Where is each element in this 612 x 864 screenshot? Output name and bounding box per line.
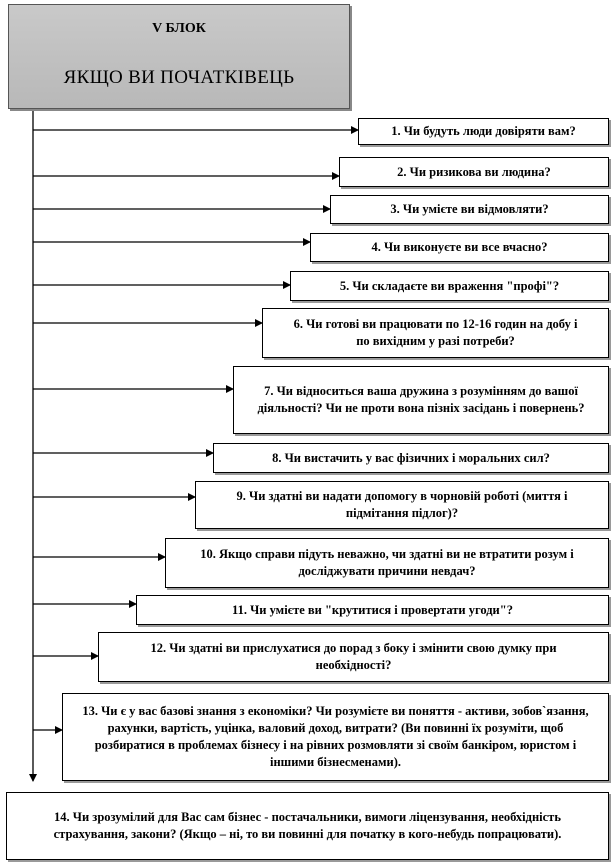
- block-label: V БЛОК: [152, 21, 206, 36]
- question-box-12: 12. Чи здатні ви прислухатися до порад з боку і змінити свою думку при необхідності?: [98, 632, 609, 682]
- question-box-7: 7. Чи відноситься ваша дружина з розумінням до вашої діяльності? Чи не проти вона пізніх засідань і повернень?: [233, 366, 609, 434]
- question-box-3: 3. Чи умієте ви відмовляти?: [330, 195, 609, 224]
- question-box-5: 5. Чи складаєте ви враження "профі"?: [290, 271, 609, 301]
- block-header: [8, 4, 350, 109]
- question-box-6: 6. Чи готові ви працювати по 12-16 годин на добу і по вихідним у разі потреби?: [262, 308, 609, 358]
- question-box-2: 2. Чи ризикова ви людина?: [339, 157, 609, 187]
- question-box-10: 10. Якщо справи підуть неважно, чи здатні ви не втратити розум і досліджувати причини невдач?: [165, 538, 609, 588]
- question-box-8: 8. Чи вистачить у вас фізичних і моральних сил?: [213, 443, 609, 473]
- question-box-9: 9. Чи здатні ви надати допомогу в чорновій роботі (миття і підмітання підлог)?: [195, 481, 609, 529]
- question-box-4: 4. Чи виконуєте ви все вчасно?: [310, 233, 609, 262]
- question-box-14: 14. Чи зрозумілий для Вас сам бізнес - постачальники, вимоги ліцензування, необхідність страхування, закони? (Якщо – ні, то ви повинні для початку в кого-небудь попрацювати).: [6, 792, 609, 860]
- question-box-13: 13. Чи є у вас базові знання з економіки? Чи розумієте ви поняття - активи, зобов`язання, рахунки, вартість, уцінка, валовий доход, витрати? (Ви повинні їх розуміти, щоб розбиратися в проблемах бізнесу і на рівних розмовляти зі своїм банкіром, юристом і іншими бізнесменами).: [62, 693, 609, 781]
- block-title: ЯКЩО ВИ ПОЧАТКІВЕЦЬ: [63, 67, 295, 88]
- question-box-11: 11. Чи умієте ви "крутитися і провертати угоди"?: [136, 595, 609, 625]
- question-box-1: 1. Чи будуть люди довіряти вам?: [358, 118, 609, 145]
